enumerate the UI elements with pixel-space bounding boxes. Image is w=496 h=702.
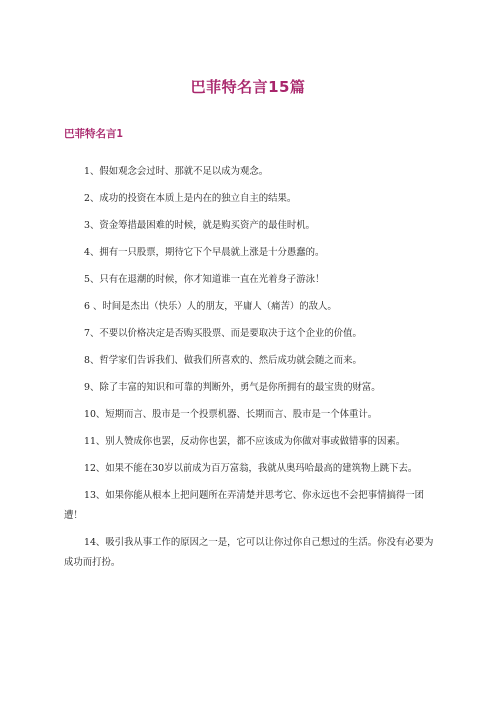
quote-list [64, 162, 436, 580]
document-title: 巴菲特名言15篇 [190, 78, 306, 96]
quote-item: 11、别人赞成你也罢，反动你也罢，都不应该成为你做对事或做错事的因素。 [84, 436, 406, 447]
quote-item: 3、资金筹措最困难的时候，就是购买资产的最佳时机。 [84, 220, 315, 231]
quote-item: 12、如果不能在30岁以前成为百万富翁，我就从奥玛哈最高的建筑物上跳下去。 [84, 463, 418, 474]
quote-item: 10、短期而言、股市是一个投票机器、长期而言、股市是一个体重计。 [84, 409, 378, 420]
quote-item: 13、如果你能从根本上把问题所在弄清楚并思考它、你永远也不会把事情搞得一团遭！ [64, 490, 425, 521]
quote-item: 5、只有在退潮的时候，你才知道谁一直在光着身子游泳！ [84, 274, 325, 285]
quote-item: 14、吸引我从事工作的原因之一是，它可以让你过你自己想过的生活。你没有必要为成功而打扮。 [64, 537, 434, 568]
quote-item: 7、不要以价格决定是否购买股票、而是要取决于这个企业的价值。 [84, 328, 362, 339]
quote-item: 2、成功的投资在本质上是内在的独立自主的结果。 [84, 193, 297, 204]
quote-item: 9、除了丰富的知识和可靠的判断外，勇气是你所拥有的最宝贵的财富。 [84, 382, 381, 393]
quote-item: 8、哲学家们告诉我们、做我们所喜欢的、然后成功就会随之而来。 [84, 355, 362, 366]
section-heading: 巴菲特名言1 [64, 128, 123, 140]
quote-item: 4、拥有一只股票，期待它下个早晨就上涨是十分愚蠢的。 [84, 247, 325, 258]
quote-item: 1、假如观念会过时、那就不足以成为观念。 [84, 166, 269, 177]
quote-item: 6 、时间是杰出（快乐）人的朋友，平庸人（痛苦）的敌人。 [84, 301, 337, 312]
